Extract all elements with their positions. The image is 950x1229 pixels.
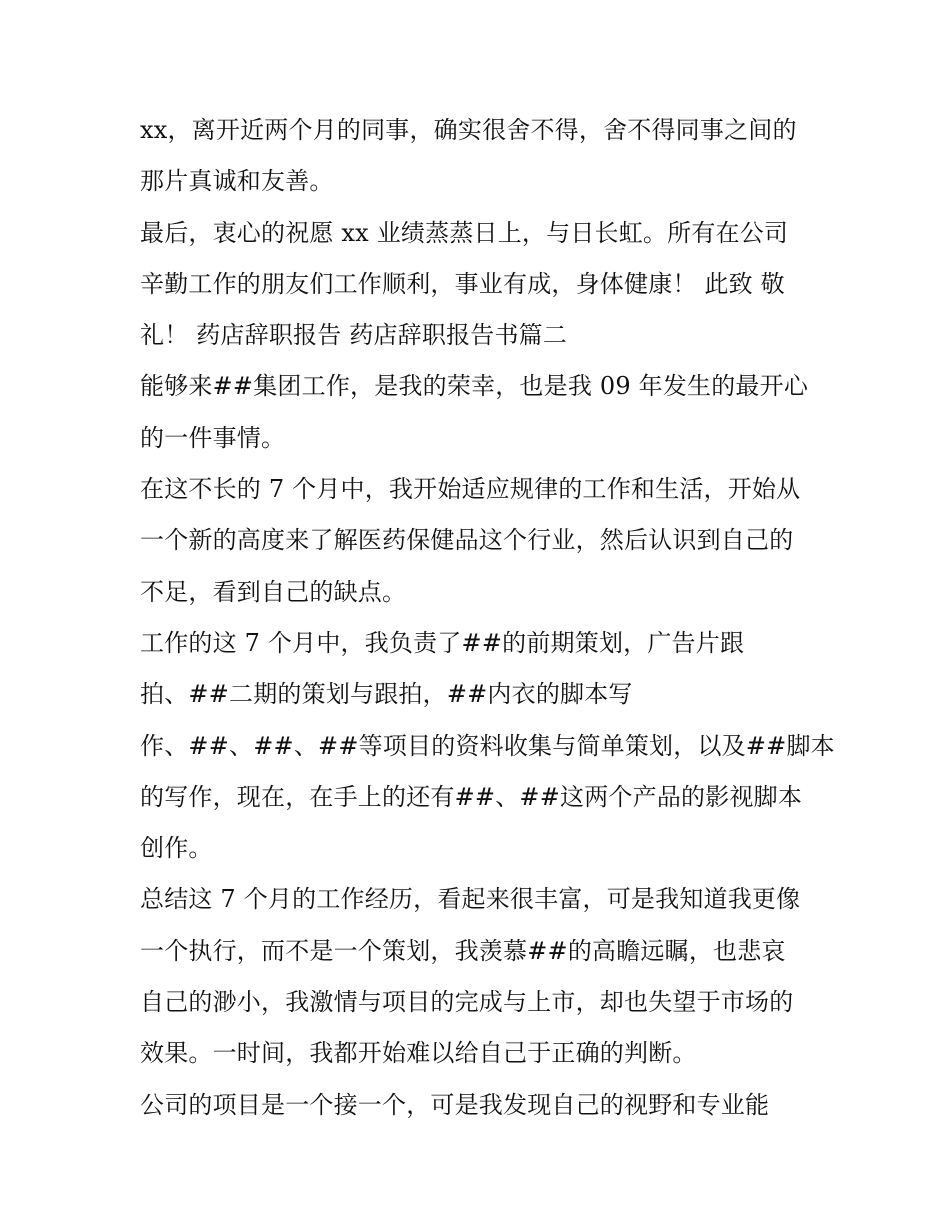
text-line: 那片真诚和友善。 [140, 167, 334, 196]
text-line: 辛勤工作的朋友们工作顺利，事业有成，身体健康！ 此致 敬 [140, 269, 785, 298]
text-line: 作、##、##、##等项目的资料收集与简单策划，以及##脚本 [140, 731, 835, 760]
text-line: 自己的渺小，我激情与项目的完成与上市，却也失望于市场的 [140, 988, 794, 1017]
text-line: 的一件事情。 [140, 423, 286, 452]
text-line: xx，离开近两个月的同事，确实很舍不得，舍不得同事之间的 [140, 116, 797, 144]
text-line: 一个执行，而不是一个策划，我羡慕##的高瞻远瞩，也悲哀 [140, 936, 786, 965]
text-line: 拍、##二期的策划与跟拍，##内衣的脚本写 [140, 680, 633, 709]
text-line: 不足，看到自己的缺点。 [140, 577, 407, 606]
text-line: 效果。一时间，我都开始难以给自己于正确的判断。 [140, 1039, 697, 1068]
text-line: 的写作，现在，在手上的还有##、##这两个产品的影视脚本 [140, 782, 803, 811]
document-body [140, 108, 835, 1134]
text-line: 工作的这 7 个月中，我负责了##的前期策划，广告片跟 [140, 628, 745, 657]
text-line: 能够来##集团工作，是我的荣幸，也是我 09 年发生的最开心 [140, 372, 809, 401]
text-line: 总结这 7 个月的工作经历，看起来很丰富，可是我知道我更像 [140, 885, 801, 914]
text-line: 创作。 [140, 834, 213, 863]
text-line: 最后，衷心的祝愿 xx 业绩蒸蒸日上，与日长虹。所有在公司 [140, 218, 789, 247]
text-line: 一个新的高度来了解医药保健品这个行业，然后认识到自己的 [140, 526, 794, 555]
text-line: 礼！ 药店辞职报告 药店辞职报告书篇二 [140, 321, 568, 350]
text-line: 公司的项目是一个接一个，可是我发现自己的视野和专业能 [140, 1090, 770, 1119]
text-line: 在这不长的 7 个月中，我开始适应规律的工作和生活，开始从 [140, 475, 801, 504]
